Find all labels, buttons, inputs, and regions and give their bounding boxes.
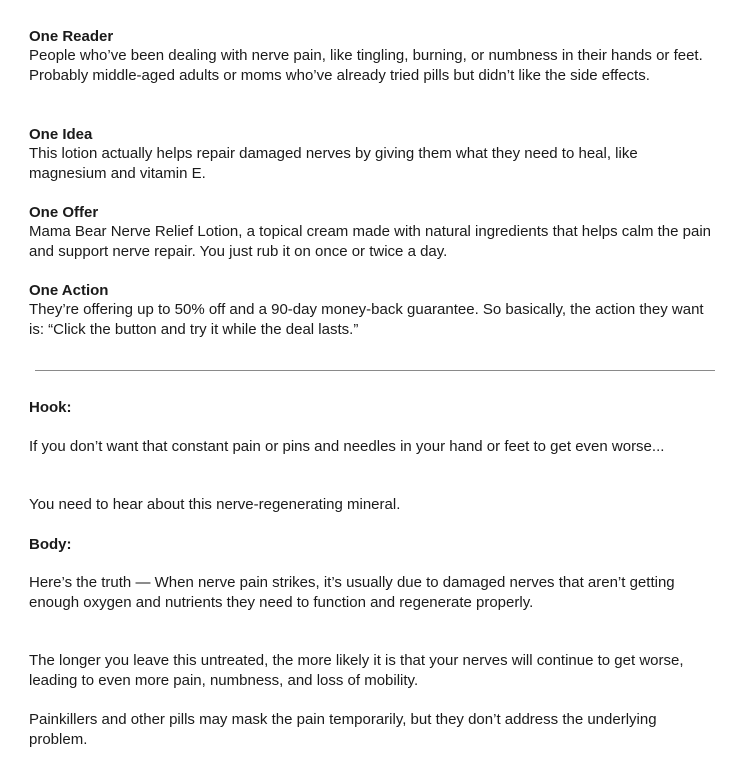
section-heading: One Action: [29, 282, 109, 299]
hook-heading: Hook:: [29, 399, 72, 416]
body-paragraph: The longer you leave this untreated, the more likely it is that your nerves will continue to get worse, leading to even more pain, numbness, and loss of mobility.: [29, 652, 684, 689]
section-heading: One Idea: [29, 126, 93, 143]
section-heading: One Reader: [29, 28, 114, 45]
body-paragraph: Painkillers and other pills may mask the pain temporarily, but they don’t address the underlying problem.: [29, 711, 657, 748]
hook-paragraph: If you don’t want that constant pain or pins and needles in your hand or feet to get even worse...: [29, 438, 665, 455]
section-one-action: [29, 281, 719, 339]
section-one-idea: [29, 125, 719, 183]
section-one-offer: [29, 203, 719, 261]
section-text: This lotion actually helps repair damaged nerves by giving them what they need to heal, like magnesium and vitamin E.: [29, 145, 638, 182]
hook-paragraph: You need to hear about this nerve-regenerating mineral.: [29, 496, 401, 513]
section-text: They’re offering up to 50% off and a 90-day money-back guarantee. So basically, the action they want is: “Click the button and try it while the deal lasts.”: [29, 301, 704, 338]
body-paragraph: Here’s the truth — When nerve pain strikes, it’s usually due to damaged nerves that aren’t getting enough oxygen and nutrients they need to function and regenerate properly.: [29, 574, 675, 611]
divider: [35, 370, 715, 371]
body-heading: Body:: [29, 536, 72, 553]
section-one-reader: [29, 27, 719, 85]
section-heading: One Offer: [29, 204, 99, 221]
section-text: People who’ve been dealing with nerve pain, like tingling, burning, or numbness in their hands or feet. Probably middle-aged adults or moms who’ve already tried pills but didn’t like the side effects.: [29, 47, 703, 84]
section-text: Mama Bear Nerve Relief Lotion, a topical cream made with natural ingredients that helps calm the pain and support nerve repair. You just rub it on once or twice a day.: [29, 223, 712, 260]
